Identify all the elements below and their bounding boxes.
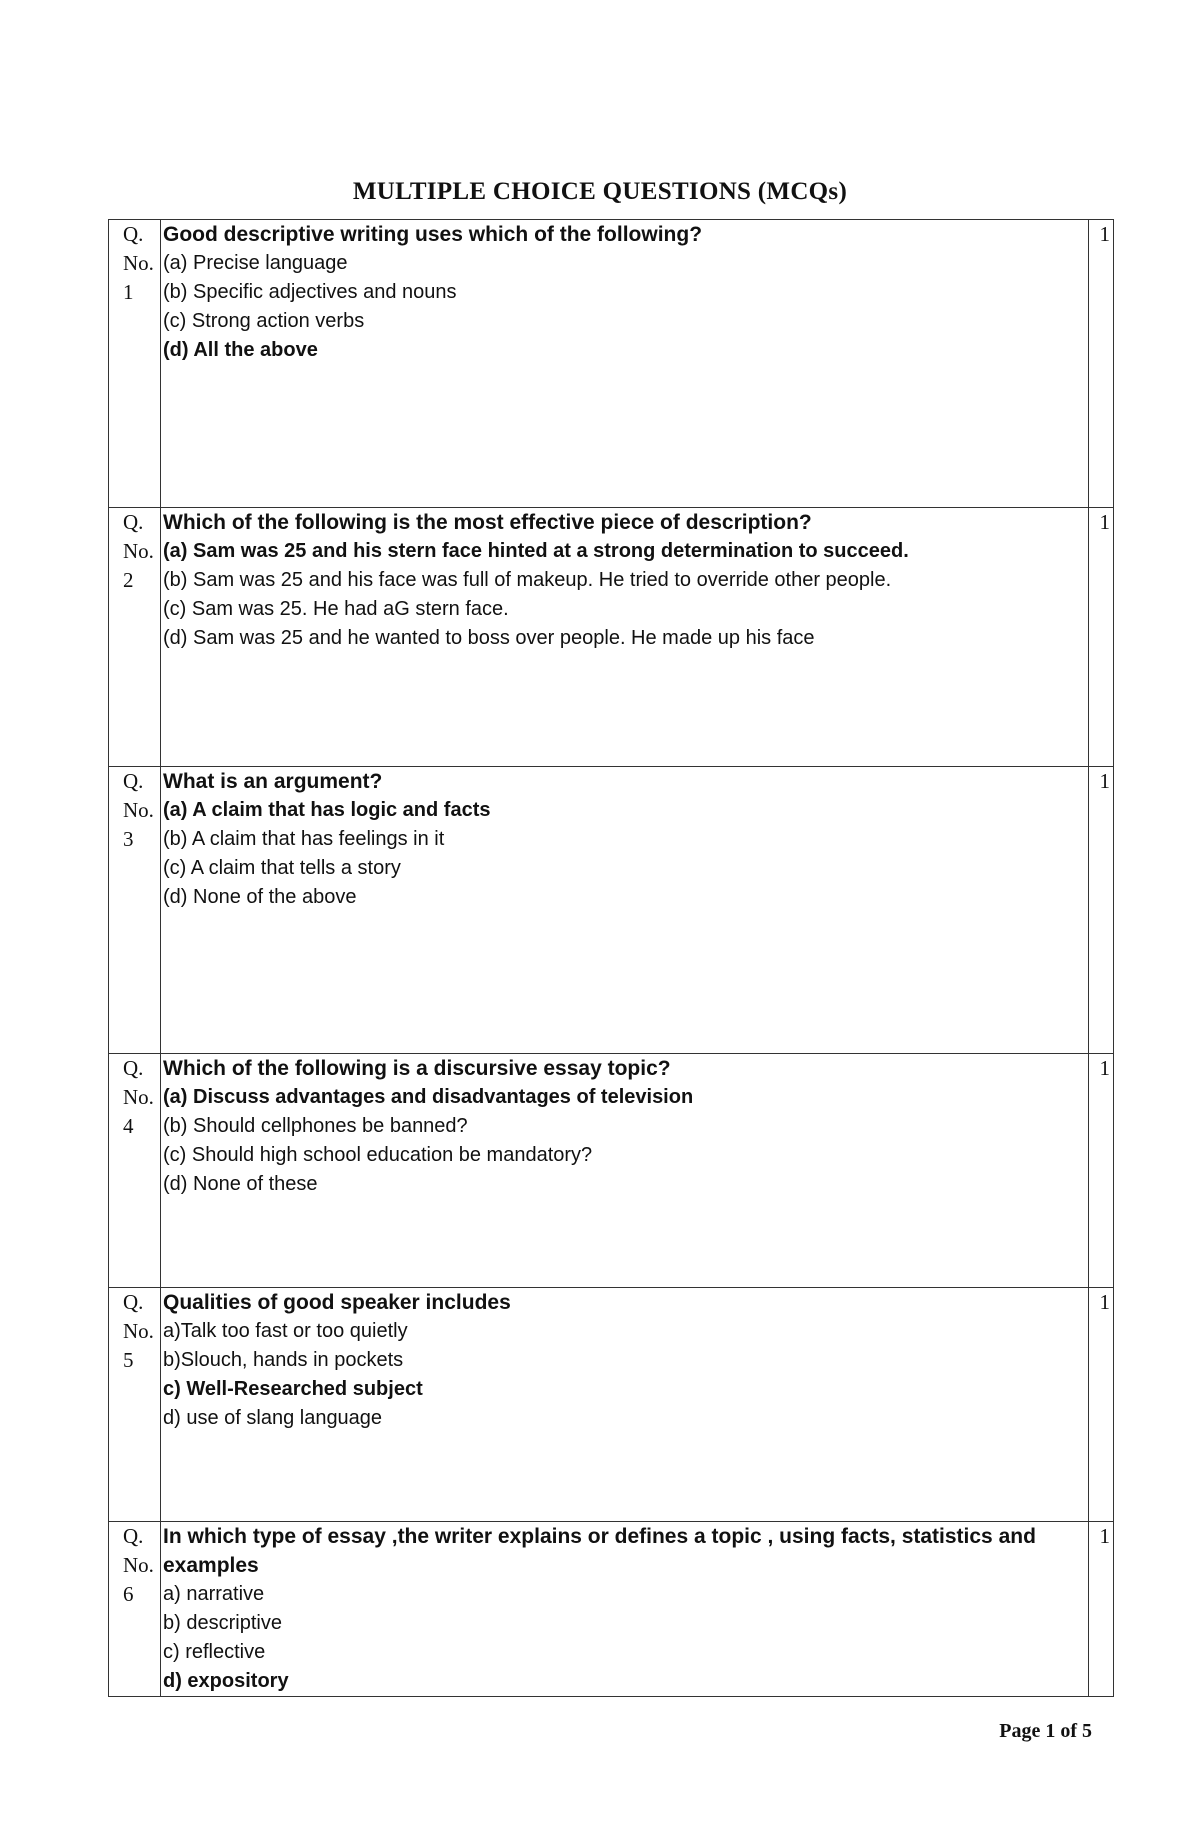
answer-option: (d) None of the above <box>163 886 357 908</box>
answer-option: (d) Sam was 25 and he wanted to boss over people. He made up his face <box>163 627 815 649</box>
question-number-cell <box>109 1288 161 1522</box>
question-body-cell <box>161 1288 1089 1522</box>
question-number-no: No. <box>123 1085 154 1109</box>
answer-option: b) descriptive <box>163 1612 282 1634</box>
question-row <box>109 508 1114 767</box>
question-number-cell <box>109 508 161 767</box>
question-body-cell <box>161 767 1089 1054</box>
answer-option: (c) Sam was 25. He had aG stern face. <box>163 598 509 620</box>
question-number-q: Q. <box>123 510 144 534</box>
question-number-no: No. <box>123 798 154 822</box>
answer-option: (b) A claim that has feelings in it <box>163 828 445 850</box>
question-marks: 1 <box>1089 1522 1114 1697</box>
question-number-cell <box>109 1054 161 1288</box>
question-number-no: No. <box>123 539 154 563</box>
answer-option: (c) A claim that tells a story <box>163 857 401 879</box>
question-number-cell <box>109 220 161 508</box>
question-number-n: 6 <box>123 1582 134 1606</box>
question-number-n: 4 <box>123 1114 134 1138</box>
question-number-no: No. <box>123 1319 154 1343</box>
question-number-no: No. <box>123 251 154 275</box>
question-stem: Which of the following is a discursive essay topic? <box>163 1057 671 1080</box>
mcq-table <box>108 219 1114 1697</box>
page-title: MULTIPLE CHOICE QUESTIONS (MCQs) <box>352 178 848 205</box>
answer-option: (b) Specific adjectives and nouns <box>163 281 457 303</box>
question-body-cell <box>161 1522 1089 1697</box>
question-marks: 1 <box>1089 767 1114 1054</box>
answer-option-correct: (a) Sam was 25 and his stern face hinted at a strong determination to succeed. <box>163 540 909 562</box>
question-number-q: Q. <box>123 222 144 246</box>
question-row <box>109 1522 1114 1697</box>
question-stem: What is an argument? <box>163 770 383 793</box>
answer-option-correct: d) expository <box>163 1670 289 1692</box>
answer-option: b)Slouch, hands in pockets <box>163 1349 404 1371</box>
page-footer: Page 1 of 5 <box>999 1720 1092 1742</box>
question-row <box>109 1288 1114 1522</box>
question-number-q: Q. <box>123 1056 144 1080</box>
question-number-cell <box>109 767 161 1054</box>
question-number-q: Q. <box>123 1290 144 1314</box>
answer-option: d) use of slang language <box>163 1407 383 1429</box>
question-row <box>109 767 1114 1054</box>
answer-option-correct: (d) All the above <box>163 339 318 361</box>
question-number-n: 5 <box>123 1348 134 1372</box>
question-marks: 1 <box>1089 508 1114 767</box>
question-number-q: Q. <box>123 769 144 793</box>
question-body-cell <box>161 508 1089 767</box>
answer-option: (c) Strong action verbs <box>163 310 365 332</box>
question-marks: 1 <box>1089 220 1114 508</box>
question-marks: 1 <box>1089 1288 1114 1522</box>
question-row <box>109 220 1114 508</box>
answer-option: (d) None of these <box>163 1173 318 1195</box>
answer-option: (b) Should cellphones be banned? <box>163 1115 468 1137</box>
answer-option-correct: (a) Discuss advantages and disadvantages of television <box>163 1086 694 1108</box>
question-number-n: 2 <box>123 568 134 592</box>
answer-option-correct: (a) A claim that has logic and facts <box>163 799 491 821</box>
answer-option: c) reflective <box>163 1641 266 1663</box>
question-stem: In which type of essay ,the writer explains or defines a topic , using facts, statistics and examples <box>163 1525 1036 1577</box>
question-row <box>109 1054 1114 1288</box>
question-stem: Which of the following is the most effective piece of description? <box>163 511 812 534</box>
question-body-cell <box>161 1054 1089 1288</box>
answer-option-correct: c) Well-Researched subject <box>163 1378 423 1400</box>
answer-option: a)Talk too fast or too quietly <box>163 1320 408 1342</box>
question-number-cell <box>109 1522 161 1697</box>
question-number-q: Q. <box>123 1524 144 1548</box>
answer-option: a) narrative <box>163 1583 265 1605</box>
answer-option: (a) Precise language <box>163 252 348 274</box>
answer-option: (c) Should high school education be mandatory? <box>163 1144 593 1166</box>
question-marks: 1 <box>1089 1054 1114 1288</box>
question-stem: Qualities of good speaker includes <box>163 1291 511 1314</box>
question-stem: Good descriptive writing uses which of the following? <box>163 223 703 246</box>
question-number-no: No. <box>123 1553 154 1577</box>
question-number-n: 1 <box>123 280 134 304</box>
answer-option: (b) Sam was 25 and his face was full of makeup. He tried to override other people. <box>163 569 892 591</box>
question-number-n: 3 <box>123 827 134 851</box>
question-body-cell <box>161 220 1089 508</box>
